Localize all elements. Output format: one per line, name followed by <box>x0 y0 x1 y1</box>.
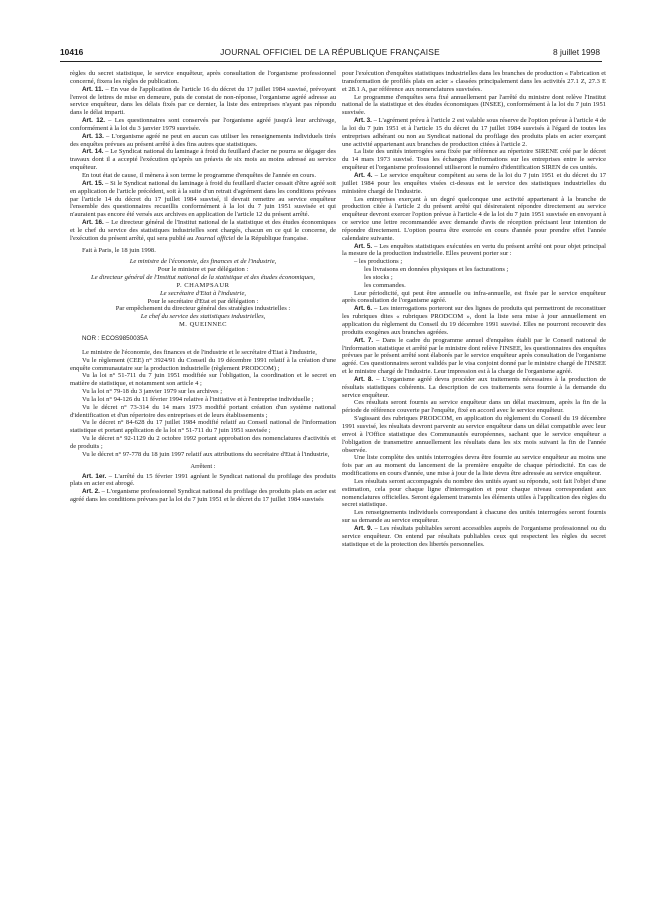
article-label: Art. 14. <box>82 148 104 156</box>
signature-date: Fait à Paris, le 18 juin 1998. <box>82 246 156 254</box>
paragraph: Les résultats seront accompagnés du nombre des unités ayant su répondu, soit fait l'objet d'une estimation, cela pour chaque ligne d'interrogation et pour chaque niveau correspondant aux nomenclatures officielles. Seront également transmis les éléments utiles à l'application des règles du secret statistique. <box>342 477 606 509</box>
paragraph: Les renseignements individuels correspondant à chacune des unités interrogées seront fournis sur sa demande au service enquêteur. <box>342 509 606 525</box>
journal-title: JOURNAL OFFICIEL DE LA RÉPUBLIQUE FRANÇAISE <box>220 47 440 57</box>
article-text: – L'agrément prévu à l'article 2 est valable sous réserve de l'option prévue à l'article 4 de la loi du 7 juin 1951 et à l'article 15 du décret du 17 juillet 1984 susvisés à l'égard de toutes les entreprises adhérant ou non au Syndicat national du profilage des produits plats en acier exerçant une activité appartenant aux branches de production citées à l'article 2. <box>342 117 606 148</box>
article-label: Art. 8. <box>354 375 374 383</box>
article-text: – Les interrogations porteront sur des lignes de produits qui permettront de reconstituer les rubriques dites « rubriques PRODCOM », dont la liste sera mise à jour annuellement en application du règlement du Conseil du 19 décembre 1991 susvisé. Elles ne pourront recouvrir des produits exogènes aux branches agréées. <box>342 305 606 336</box>
article-label: Art. 4. <box>354 171 373 179</box>
arretent-heading: Arrêtent : <box>190 462 216 470</box>
article-label: Art. 1er. <box>82 472 107 480</box>
article-text: – Dans le cadre du programme annuel d'enquêtes établi par le Conseil national de l'information statistique et arrêté par le ministre dont relève l'INSEE, les questionnaires des enquêtes prévues par le présent arrêté sont élaborés par le service enquêteur après consultation de l'organisme agréé. Ces questionnaires seront validés par le visa conjoint donné par le ministre chargé de l'INSEE et le ministre chargé de l'industrie. Leur impression est à la charge de l'organisme agréé. <box>342 336 606 376</box>
visa: Vu le décret n° 97-778 du 18 juin 1997 relatif aux attributions du secrétaire d'Etat à l'industrie, <box>82 450 330 458</box>
signatory-name: P. CHAMPSAUR <box>176 281 230 289</box>
paragraph: Une liste complète des unités interrogées devra être fournie au service enquêteur au moins une fois par an au moment du lancement de la première enquête de chaque périodicité. En cas de modifications en cours d'année, une mise à jour de la liste devra être adressée au service enquêteur. <box>342 454 606 478</box>
article-label: Art. 5. <box>354 242 373 250</box>
paragraph: Leur périodicité, qui peut être annuelle ou infra-annuelle, est fixée par le service enquêteur après consultation de l'organisme agréé. <box>342 289 606 305</box>
right-column <box>342 70 606 548</box>
article-text: – Les résultats publiables seront accessibles auprès de l'organisme professionnel ou du service enquêteur. On entend par résultats publiables ceux qui respectent les règles du secret statistique et de la protection des libertés personnelles. <box>342 524 606 548</box>
list-item: les stocks ; <box>364 273 393 281</box>
signatory-title: Le secrétaire d'Etat à l'industrie, <box>159 289 247 297</box>
article-8 <box>342 376 606 400</box>
signatory-title: Le chef du service des statistiques industrielles, <box>140 313 266 321</box>
visa: Vu la loi n° 94-126 du 11 février 1994 relative à l'initiative et à l'entreprise individuelle ; <box>82 395 314 403</box>
article-label: Art. 2. <box>82 488 100 496</box>
paragraph: pour l'exécution d'enquêtes statistiques industrielles dans les branches de production « Fabrication et transformation de profilés plats en acier » classées principalement dans les activités 27.1 Z, 27.3 E et 28.1 A, par référence aux nomenclatures susvisées. <box>342 70 606 93</box>
article-text: – Le directeur général de l'Institut national de la statistique et des études économiques et le chef du service des statistiques industrielles sont chargés, chacun en ce qui le concerne, de l'exécution du présent arrêté, qui sera publié au <box>70 219 336 242</box>
paragraph: règles du secret statistique, le service enquêteur, après consultation de l'organisme professionnel concerné, fixera les règles de publication. <box>70 70 336 85</box>
paragraph: En tout état de cause, il mènera à son terme le programme d'enquêtes de l'année en cours. <box>82 171 316 179</box>
journal-reference: Journal officiel <box>194 234 236 242</box>
article-label: Art. 12. <box>82 117 105 125</box>
article-9 <box>342 525 606 549</box>
list-item: les commandes. <box>364 281 406 289</box>
header-rule <box>60 61 602 62</box>
article-15 <box>70 180 336 219</box>
article-text-end: de la République française. <box>235 234 309 242</box>
article-label: Art. 7. <box>354 336 374 344</box>
article-text: – L'organisme agréé ne peut en aucun cas utiliser les renseignements individuels tirés des enquêtes prévues au présent arrêté à des fins autres que statistiques. <box>70 132 336 148</box>
signatory-name: M. QUEINNEC <box>178 321 228 329</box>
article-3 <box>342 117 606 148</box>
article-12 <box>70 117 336 133</box>
paragraph: Les entreprises exerçant à un degré quelconque une activité appartenant à la branche de production citée à l'article 2 du présent arrêté qui désireraient répondre directement au service enquêteur devront exercer l'option prévue à l'article 4 de la loi du 7 juin 1951 susvisée en envoyant à ce service une lettre recommandée avec demande d'avis de réception précisant leur intention de répondre directement. L'option pourra être exercée en cours d'année pour prendre effet l'année calendaire suivante. <box>342 195 606 242</box>
article-text: – Le service enquêteur compétent au sens de la loi du 7 juin 1951 et du décret du 17 juillet 1984 pour les enquêtes visées ci-dessus est le service des statistiques industrielles du ministère chargé de l'industrie. <box>342 171 606 195</box>
article-label: Art. 6. <box>354 305 373 313</box>
article-text: – En vue de l'application de l'article 16 du décret du 17 juillet 1984 susvisé, prévoyant l'envoi de lettres de mise en demeure, puis de constat de non-réponse, l'organisme agréé adresse au service enquêteur, dans les délais fixés par ce dernier, la liste des entreprises n'ayant pas répondu dans le délai imparti. <box>70 85 336 117</box>
article-7 <box>342 337 606 376</box>
article-5 <box>342 243 606 259</box>
visa: Vu le règlement (CEE) n° 3924/91 du Conseil du 19 décembre 1991 relatif à la création d'une enquête communautaire sur la production industrielle (règlement PRODCOM) ; <box>70 356 336 372</box>
visa: Vu le décret n° 73-314 du 14 mars 1973 modifié portant création d'un système national d'identification et d'un répertoire des entreprises et de leurs établissements ; <box>70 403 336 419</box>
paragraph: Le programme d'enquêtes sera fixé annuellement par l'arrêté du ministre dont relève l'Institut national de la statistique et des études économiques (INSEE), conformément à la loi du 7 juin 1951 susvisée. <box>342 93 606 117</box>
article-label: Art. 16. <box>82 219 104 227</box>
list-item: les livraisons en données physiques et les facturations ; <box>364 266 509 274</box>
issue-date: 8 juillet 1998 <box>552 47 600 57</box>
article-6 <box>342 305 606 336</box>
article-text: – Si le Syndicat national du laminage à froid du feuillard d'acier cessait d'être agréé soit en application de l'article précédent, soit à la suite d'un retrait d'agrément dans les conditions prévues par l'article 14 du décret du 17 juillet 1984 susvisé, il devrait remettre au service enquêteur l'ensemble des questionnaires recueillis conformément à la loi du 7 juin 1951 susvisée et qui n'auraient pas encore été versés aux archives en application de l'article 12 du présent arrêté. <box>70 179 336 219</box>
article-label: Art. 13. <box>82 132 104 140</box>
article-text: – L'arrêté du 15 février 1991 agréant le Syndicat national du profilage des produits plats en acier est abrogé. <box>70 472 337 488</box>
enquiry-scope-list <box>342 258 606 289</box>
article-label: Art. 15. <box>82 179 104 187</box>
article-text: – Les enquêtes statistiques exécutées en vertu du présent arrêté ont pour objet principal la mesure de la production industrielle. Elles peuvent porter sur : <box>342 242 606 258</box>
article-text: – L'organisme professionnel Syndicat national du profilage des produits plats en acier est agréé dans les conditions prévues par la loi du 7 juin 1951 et le décret du 17 juillet 1984 susvisés <box>70 488 336 504</box>
article-4 <box>342 172 606 196</box>
article-11 <box>70 86 336 117</box>
paragraph: La liste des unités interrogées sera fixée par référence au répertoire SIRENE créé par le décret du 14 mars 1973 susvisé. Tous les échanges d'informations sur les entreprises entre le service enquêteur et l'organisme professionnel utiliseront le numéro d'identification SIREN de ces unités. <box>342 148 606 172</box>
delegation-line: Pour le secrétaire d'Etat et par délégation : <box>147 297 259 305</box>
article-text: – Les questionnaires sont conservés par l'organisme agréé jusqu'à leur archivage, conformément à la loi du 3 janvier 1979 susvisée. <box>70 117 336 132</box>
article-label: Art. 3. <box>354 117 372 125</box>
article-16 <box>70 219 336 243</box>
page-number: 10416 <box>60 47 84 57</box>
delegation-line: Par empêchement du directeur général des stratégies industrielles : <box>115 305 291 313</box>
visa: Vu la loi n° 51-711 du 7 juin 1951 modifiée sur l'obligation, la coordination et le secret en matière de statistique, et notamment son article 4 ; <box>70 372 336 388</box>
delegation-line: Pour le ministre et par délégation : <box>157 266 249 274</box>
list-item: – les productions ; <box>354 258 403 266</box>
article-label: Art. 9. <box>354 524 373 532</box>
visa: Vu le décret n° 84-628 du 17 juillet 1984 modifié relatif au Conseil national de l'information statistique et portant application de la loi n° 51-711 du 7 juin 1951 susvisée ; <box>70 419 336 435</box>
visa: Vu le décret n° 92-1129 du 2 octobre 1992 portant approbation des nomenclatures d'activités et de produits ; <box>70 435 336 450</box>
paragraph: S'agissant des rubriques PRODCOM, en application du règlement du Conseil du 19 décembre 1991 susvisé, les résultats devront parvenir au service enquêteur dans un délai compatible avec leur envoi à l'Office statistique des Communautés européennes, sachant que le service enquêteur a l'obligation de transmettre annuellement les résultats dans les six mois suivant la fin de l'année observée. <box>342 415 606 454</box>
visa: Vu la loi n° 79-18 du 3 janvier 1979 sur les archives ; <box>82 388 223 396</box>
article-text: – L'organisme agréé devra procéder aux traitements nécessaires à la production de résultats statistiques cohérents. La description de ces traitements sera fournie à la demande du service enquêteur. <box>342 375 606 399</box>
article-text: – Le Syndicat national du laminage à froid du feuillard d'acier ne pourra se dégager des travaux dont il a accepté l'exécution qu'après un préavis de six mois au moins adressé au service enquêteur. <box>70 148 336 172</box>
article-1 <box>70 473 336 489</box>
page-header <box>60 47 600 61</box>
article-14 <box>70 148 336 172</box>
signatory-title: Le ministre de l'économie, des finances et de l'industrie, <box>129 258 277 266</box>
article-2 <box>70 488 336 504</box>
preamble: Le ministre de l'économie, des finances et de l'industrie et le secrétaire d'Etat à l'industrie, <box>82 348 317 356</box>
article-13 <box>70 133 336 149</box>
signatory-title: Le directeur général de l'Institut national de la statistique et des études économiques, <box>91 274 315 282</box>
left-column <box>70 70 336 504</box>
paragraph: Ces résultats seront fournis au service enquêteur dans un délai maximum, après la fin de la période de référence couverte par l'enquête, fixé en accord avec le service enquêteur. <box>342 399 606 415</box>
nor-reference: NOR : ECOS9850035A <box>82 335 148 342</box>
article-label: Art. 11. <box>82 85 104 93</box>
